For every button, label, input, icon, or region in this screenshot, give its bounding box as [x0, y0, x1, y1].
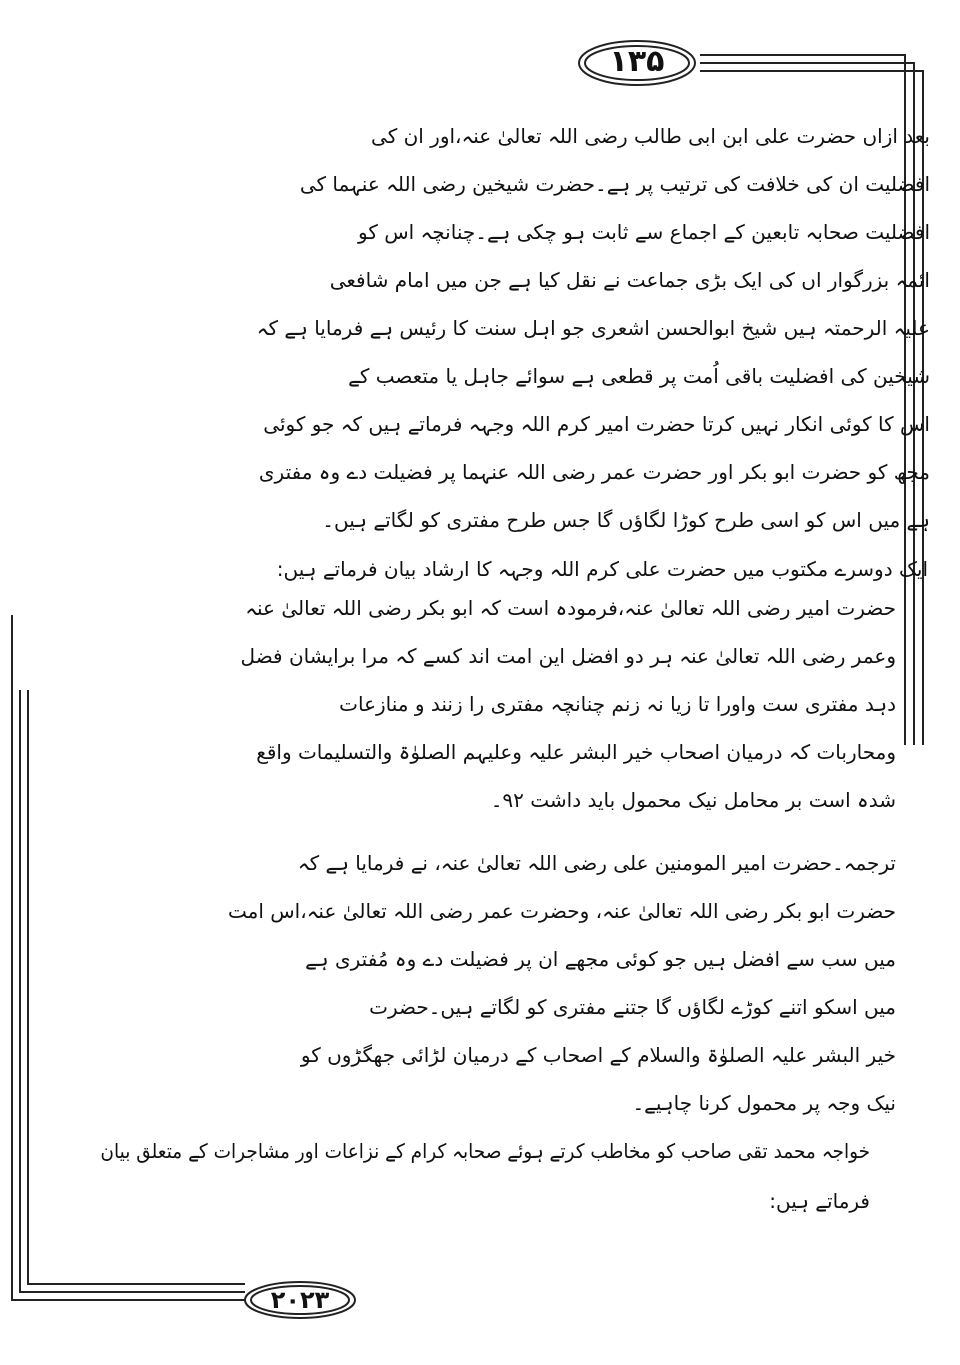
translation-line: ترجمہ۔حضرت امیر المومنین علی رضی اللہ تعالیٰ عنہ، نے فرمایا ہے کہ [297, 851, 896, 875]
paragraph-1-line: اس کا کوئی انکار نہیں کرتا حضرت امیر کرم اللہ وجہہ فرماتے ہیں کہ جو کوئی [263, 412, 930, 436]
paragraph-final-line: فرماتے ہیں: [769, 1189, 870, 1213]
page-number-top: ۱۳۵ [609, 44, 665, 79]
quote-line: شدہ است بر محامل نیک محمول باید داشت ۹۲۔ [490, 788, 896, 812]
quote-line: دہد مفتری ست واورا تا زیا نہ زنم چنانچہ مفتری را زنند و منازعات [339, 692, 896, 716]
quote-line: وعمر رضی اللہ تعالیٰ عنہ ہر دو افضل این امت اند کسے کہ مرا برایشان فضل [240, 644, 896, 668]
translation-line: نیک وجہ پر محمول کرنا چاہیے۔ [632, 1091, 896, 1115]
paragraph-2-line: ایک دوسرے مکتوب میں حضرت علی کرم اللہ وجہہ کا ارشاد بیان فرماتے ہیں: [276, 557, 928, 581]
translation-line: میں اسکو اتنے کوڑے لگاؤں گا جتنے مفتری کو لگاتے ہیں۔حضرت [369, 995, 896, 1019]
paragraph-1-line: مجھ کو حضرت ابو بکر اور حضرت عمر رضی اللہ عنہما پر فضیلت دے وہ مفتری [258, 460, 930, 484]
paragraph-1-line: شیخین کی افضلیت باقی اُمت پر قطعی ہے سوائے جاہل یا متعصب کے [348, 364, 930, 388]
paragraph-1-line: افضلیت صحابہ تابعین کے اجماع سے ثابت ہو چکی ہے۔چنانچہ اس کو [358, 220, 930, 244]
quote-line: حضرت امیر رضی اللہ تعالیٰ عنہ،فرمودہ است کہ ابو بکر رضی اللہ تعالیٰ عنہ [245, 596, 896, 620]
quote-line: ومحاربات کہ درمیان اصحاب خیر البشر علیہ وعلیہم الصلوٰۃ والتسلیمات واقع [256, 740, 896, 764]
paragraph-1-line: علیہ الرحمتہ ہیں شیخ ابوالحسن اشعری جو اہل سنت کا رئیس ہے فرمایا ہے کہ [256, 316, 930, 340]
paragraph-1-line: ائمہ بزرگوار اں کی ایک بڑی جماعت نے نقل کیا ہے جن میں امام شافعی [329, 268, 930, 292]
paragraph-1-line: ہے میں اس کو اسی طرح کوڑا لگاؤں گا جس طرح مفتری کو لگاتے ہیں۔ [322, 508, 930, 532]
paragraph-1-line: افضلیت ان کی خلافت کی ترتیب پر ہے۔حضرت شیخین رضی اللہ عنہما کی [299, 172, 930, 196]
paragraph-final-line: خواجہ محمد تقی صاحب کو مخاطب کرتے ہوئے صحابہ کرام کے نزاعات اور مشاجرات کے متعلق بیان [100, 1139, 870, 1163]
translation-line: خیر البشر علیہ الصلوٰۃ والسلام کے اصحاب کے درمیان لڑائی جھگڑوں کو [300, 1043, 896, 1067]
paragraph-1-line: بعد ازاں حضرت علی ابن ابی طالب رضی اللہ تعالیٰ عنہ،اور ان کی [371, 124, 930, 148]
translation-line: حضرت ابو بکر رضی اللہ تعالیٰ عنہ، وحضرت عمر رضی اللہ تعالیٰ عنہ،اس امت [228, 899, 896, 923]
page-number-bottom: ۲۰۲۳ [270, 1286, 330, 1314]
translation-line: میں سب سے افضل ہیں جو کوئی مجھے ان پر فضیلت دے وہ مُفتری ہے [305, 947, 896, 971]
